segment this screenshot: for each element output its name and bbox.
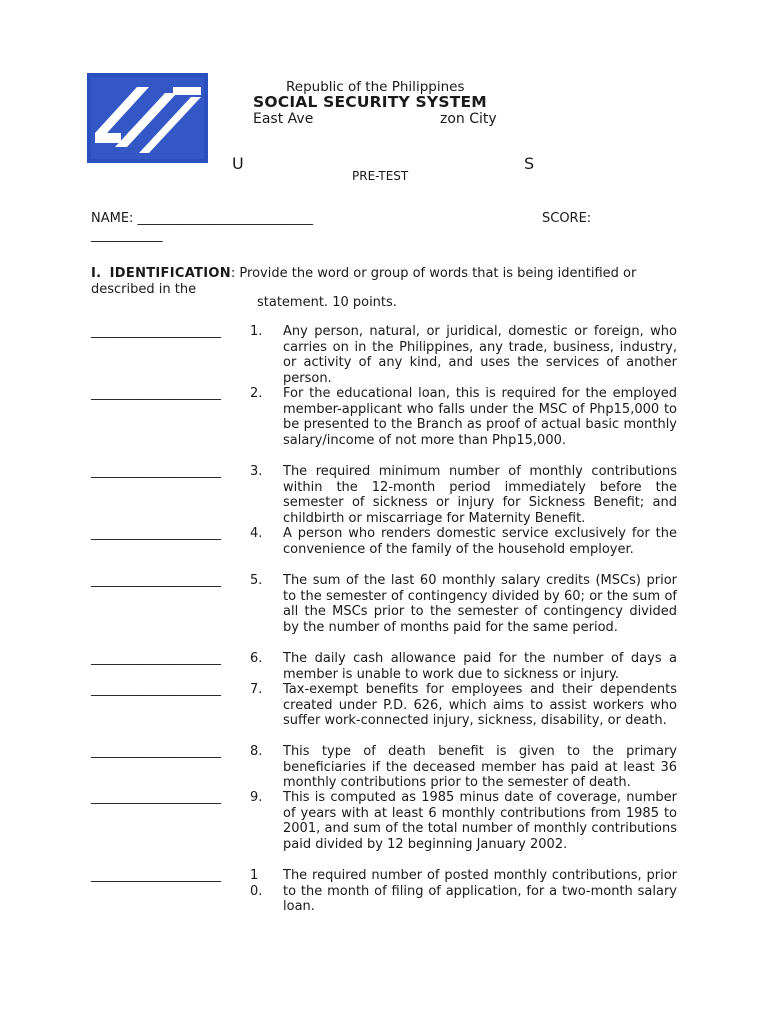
section-heading xyxy=(91,266,691,298)
answer-blank[interactable]: ____________________ xyxy=(91,744,221,759)
section-instruction: : Provide the word or group of words that is being identified or described in the xyxy=(91,266,637,297)
answer-blank[interactable]: ____________________ xyxy=(91,682,221,697)
question-number: 1. xyxy=(250,324,263,339)
answer-blank[interactable]: ____________________ xyxy=(91,790,221,805)
question-number: 9. xyxy=(250,790,263,805)
agency-name: SOCIAL SECURITY SYSTEM xyxy=(253,93,487,111)
question-number: 8. xyxy=(250,744,263,759)
title-right-fragment: S xyxy=(524,154,535,173)
answer-blank[interactable]: ____________________ xyxy=(91,464,221,479)
question-text: A person who renders domestic service exclusively for the convenience of the family of the household employer. xyxy=(283,526,677,557)
pretest-subtitle xyxy=(352,170,768,181)
score-field[interactable]: ___________ xyxy=(91,228,163,243)
section-title: IDENTIFICATION xyxy=(109,266,231,281)
question-text: This type of death benefit is given to the primary beneficiaries if the deceased member has paid at least 36 monthly contributions prior to the semester of death. xyxy=(283,744,677,791)
name-field[interactable]: NAME: ___________________________ xyxy=(91,211,314,226)
question-number: 2. xyxy=(250,386,263,401)
question-text: Any person, natural, or juridical, domestic or foreign, who carries on in the Philippines, any trade, business, industry, or activity of any kind, and uses the services of another person. xyxy=(283,324,677,387)
question-number: 6. xyxy=(250,651,263,666)
question-text: The required minimum number of monthly contributions within the 12-month period immediately before the semester of sickness or injury for Sickness Benefit; and childbirth or miscarriage for Maternity Benefit. xyxy=(283,464,677,527)
pretest-text: PRE-TEST xyxy=(352,170,409,181)
address-left: East Ave xyxy=(253,111,314,127)
answer-blank[interactable]: ____________________ xyxy=(91,651,221,666)
answer-blank[interactable]: ____________________ xyxy=(91,868,221,883)
question-number: 3. xyxy=(250,464,263,479)
section-instruction-cont: statement. 10 points. xyxy=(257,295,397,310)
question-number: 10. xyxy=(250,868,263,899)
answer-blank[interactable]: ____________________ xyxy=(91,573,221,588)
address-right: zon City xyxy=(440,111,497,127)
title-left-fragment: U xyxy=(232,154,244,173)
question-number: 4. xyxy=(250,526,263,541)
answer-blank[interactable]: ____________________ xyxy=(91,324,221,339)
question-text: This is computed as 1985 minus date of coverage, number of years with at least 6 monthly contributions from 1985 to 2001, and sum of the total number of monthly contributions paid divided by 12 beginning January 2002. xyxy=(283,790,677,853)
question-text: Tax-exempt benefits for employees and their dependents created under P.D. 626, which aims to assist workers who suffer work-connected injury, sickness, disability, or death. xyxy=(283,682,677,729)
question-text: The required number of posted monthly contributions, prior to the month of filing of application, for a two-month salary loan. xyxy=(283,868,677,915)
question-text: The daily cash allowance paid for the number of days a member is unable to work due to sickness or injury. xyxy=(283,651,677,682)
question-number: 5. xyxy=(250,573,263,588)
question-text: For the educational loan, this is required for the employed member-applicant who falls under the MSC of Php15,000 to be presented to the Branch as proof of actual basic monthly salary/income of not more than Php15,000. xyxy=(283,386,677,449)
section-number: I. xyxy=(91,266,102,281)
sss-logo xyxy=(87,73,208,163)
question-text: The sum of the last 60 monthly salary credits (MSCs) prior to the semester of contingency divided by 60; or the sum of all the MSCs prior to the semester of contingency divided by the number of months paid for the same period. xyxy=(283,573,677,636)
score-label: SCORE: xyxy=(542,211,592,226)
answer-blank[interactable]: ____________________ xyxy=(91,386,221,401)
question-number: 7. xyxy=(250,682,263,697)
republic-text: Republic of the Philippines xyxy=(286,79,465,95)
answer-blank[interactable]: ____________________ xyxy=(91,526,221,541)
